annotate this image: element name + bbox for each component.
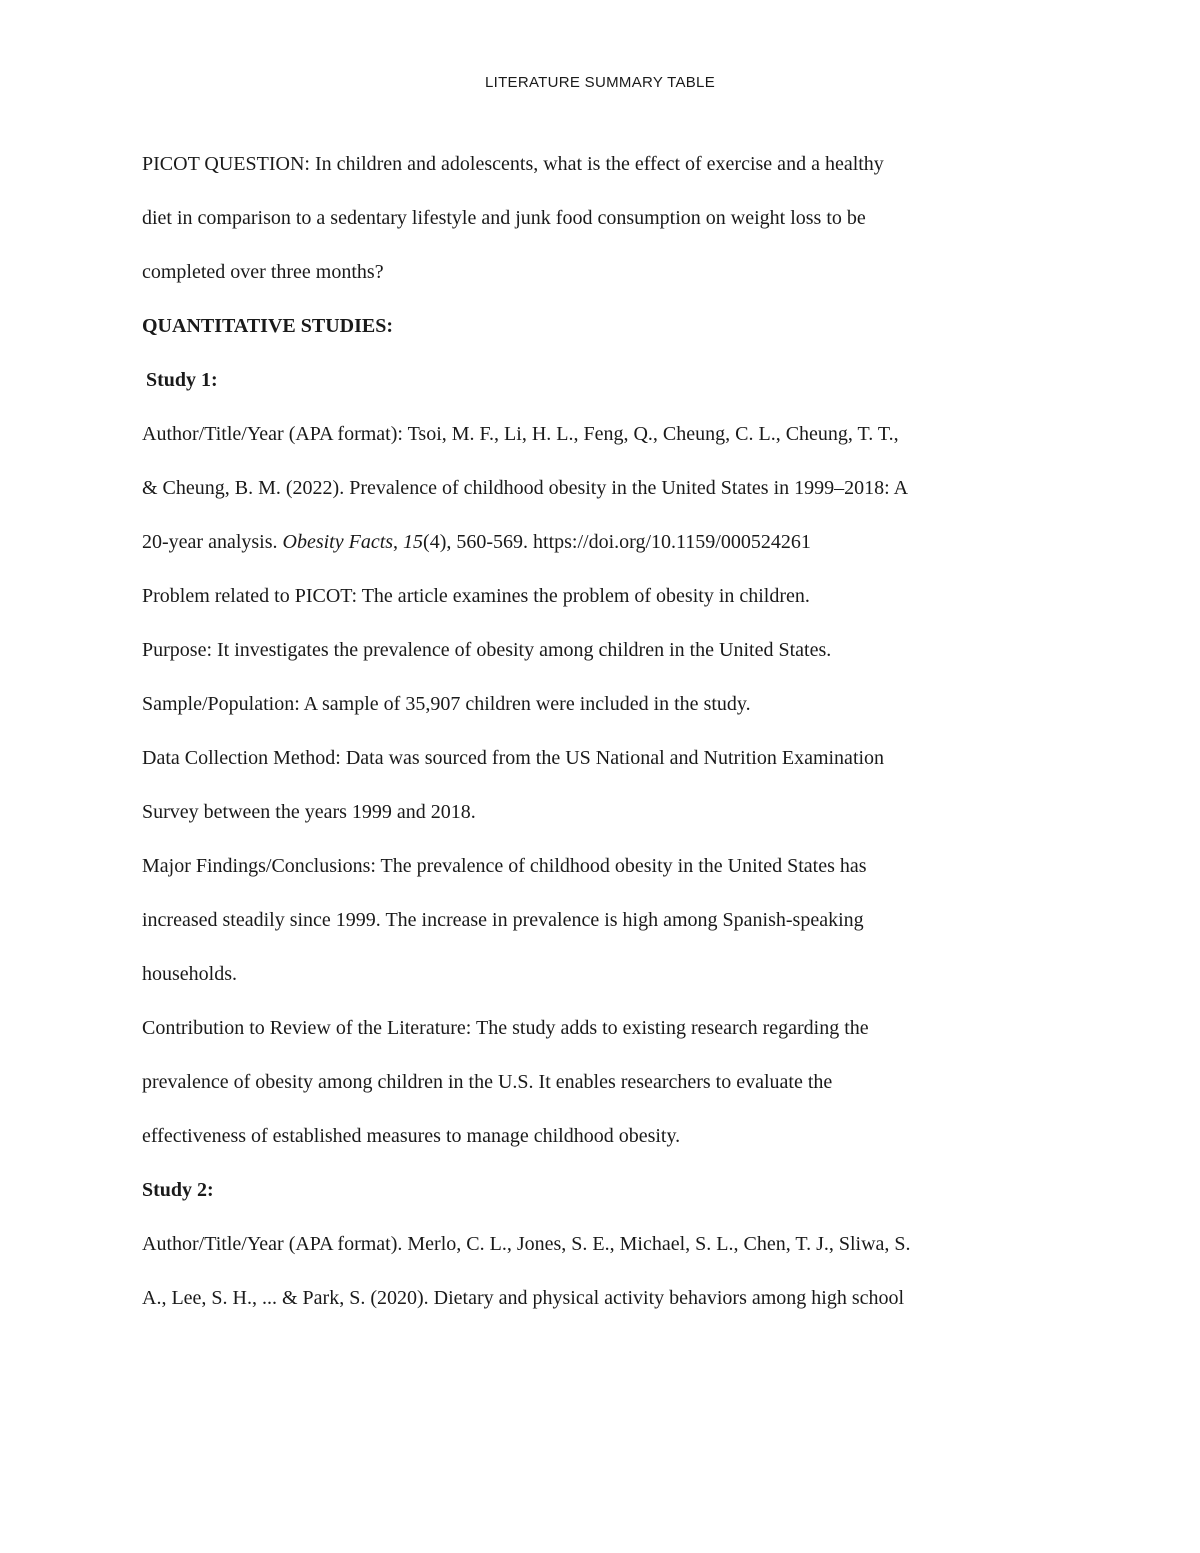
- picot-question-line-3: completed over three months?: [142, 261, 384, 283]
- study-1-purpose: Purpose: It investigates the prevalence of obesity among children in the United States.: [142, 639, 832, 661]
- study-2-heading: Study 2:: [142, 1179, 214, 1201]
- study-2-author-line-1: Author/Title/Year (APA format). Merlo, C. L., Jones, S. E., Michael, S. L., Chen, T. J., Sliwa, S.: [142, 1233, 911, 1255]
- study-1-contribution-line-2: prevalence of obesity among children in the U.S. It enables researchers to evaluate the: [142, 1071, 833, 1093]
- study-1-heading: Study 1:: [146, 369, 218, 391]
- study-1-problem: Problem related to PICOT: The article examines the problem of obesity in children.: [142, 585, 810, 607]
- study-2-author-line-2: A., Lee, S. H., ... & Park, S. (2020). Dietary and physical activity behaviors among high school: [142, 1287, 905, 1309]
- picot-question-line-1: PICOT QUESTION: In children and adolescents, what is the effect of exercise and a healthy: [142, 153, 884, 175]
- picot-question-line-2: diet in comparison to a sedentary lifestyle and junk food consumption on weight loss to be: [142, 207, 866, 229]
- study-1-author-line-1: Author/Title/Year (APA format): Tsoi, M. F., Li, H. L., Feng, Q., Cheung, C. L., Cheung, T. T.,: [142, 423, 899, 445]
- journal-volume: 15: [403, 531, 424, 553]
- study-1-contribution-line-1: Contribution to Review of the Literature: The study adds to existing research regarding the: [142, 1017, 869, 1039]
- study-1-data-collection-line-1: Data Collection Method: Data was sourced from the US National and Nutrition Examination: [142, 747, 885, 769]
- study-1-author-line-3: [142, 515, 1062, 569]
- study-1-findings-line-2: increased steadily since 1999. The increase in prevalence is high among Spanish-speaking: [142, 909, 864, 931]
- citation-pages-doi: (4), 560-569. https://doi.org/10.1159/000524261: [423, 531, 811, 553]
- study-1-author-line-2: & Cheung, B. M. (2022). Prevalence of childhood obesity in the United States in 1999–2018: A: [142, 477, 909, 499]
- study-1-findings-line-1: Major Findings/Conclusions: The prevalence of childhood obesity in the United States has: [142, 855, 867, 877]
- citation-text: 20-year analysis.: [142, 531, 283, 553]
- quantitative-studies-heading: QUANTITATIVE STUDIES:: [142, 315, 393, 337]
- document-body: [142, 137, 1062, 1325]
- study-1-findings-line-3: households.: [142, 963, 237, 985]
- study-1-data-collection-line-2: Survey between the years 1999 and 2018.: [142, 801, 476, 823]
- study-1-contribution-line-3: effectiveness of established measures to manage childhood obesity.: [142, 1125, 681, 1147]
- study-1-sample: Sample/Population: A sample of 35,907 children were included in the study.: [142, 693, 751, 715]
- journal-title: Obesity Facts: [282, 531, 394, 553]
- citation-separator: ,: [393, 531, 404, 553]
- page-header: LITERATURE SUMMARY TABLE: [484, 74, 716, 91]
